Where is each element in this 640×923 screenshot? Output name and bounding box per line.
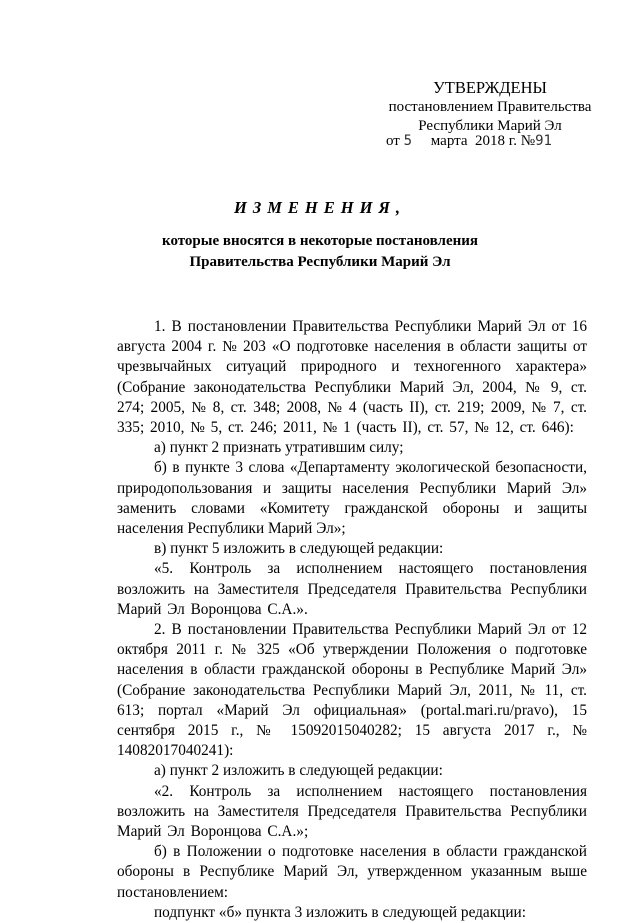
- paragraph-2: 2. В постановлении Правительства Республики Марий Эл от 12 октября 2011 г. № 325 «Об утверждении Положения о подготовке населения в области гражданской обороны в Республике Марий Эл» (Собрание законодательства Республики Марий Эл, 2011, № 11, ст. 613; портал «Марий Эл официальная» (portal.mari.ru/pravo), 15 сентября 2015 г., № 15092015040282; 15 августа 2017 г., № 14082017040241):: [117, 621, 587, 760]
- date-prefix: от: [386, 133, 400, 149]
- paragraph-2a-text: «2. Контроль за исполнением настоящего постановления возложить на Заместителя Председателя Правительства Республики Марий Эл Воронцова С.А.»;: [117, 782, 587, 841]
- paragraph-2b-sub: подпункт «б» пункта 3 изложить в следующей редакции:: [154, 903, 526, 921]
- paragraph-2b: б) в Положении о подготовке населения в области гражданской обороны в Республике Марий Эл, утвержденном указанным выше постановлением:: [117, 843, 587, 901]
- date-month-year: марта 2018 г. №: [430, 133, 536, 149]
- document-body: [117, 317, 587, 923]
- document-title: ИЗМЕНЕНИЯ,: [234, 198, 406, 217]
- approval-date: [386, 132, 552, 151]
- approval-line-1: постановлением Правительства: [388, 99, 592, 115]
- subtitle-line-1: которые вносятся в некоторые постановления: [162, 233, 478, 249]
- document-subtitle: [0, 231, 640, 272]
- paragraph-1: 1. В постановлении Правительства Республики Марий Эл от 16 августа 2004 г. № 203 «О подготовке населения в области защиты от чрезвычайных ситуаций природного и техногенного характера» (Собрание законодательства Республики Марий Эл, 2004, № 9, ст. 274; 2005, № 8, ст. 348; 2008, № 4 (часть II), ст. 219; 2009, № 7, ст. 335; 2010, № 5, ст. 246; 2011, № 1 (часть II), ст. 57, № 12, ст. 646):: [117, 318, 587, 437]
- paragraph-1b: б) в пункте 3 слова «Департаменту экологической безопасности, природопользования и защиты населения Республики Марий Эл» заменить словами «Комитету гражданской обороны и защиты населения Республики Марий Эл»;: [117, 459, 587, 538]
- approval-stamp: [370, 78, 610, 136]
- paragraph-1a: а) пункт 2 признать утратившим силу;: [154, 439, 404, 457]
- approval-line-2: Республики Марий Эл: [418, 118, 562, 134]
- paragraph-1c: в) пункт 5 изложить в следующей редакции:: [154, 540, 444, 558]
- approval-title: УТВЕРЖДЕНЫ: [433, 78, 547, 97]
- document-number: 91: [535, 133, 552, 149]
- subtitle-line-2: Правительства Республики Марий Эл: [189, 253, 451, 270]
- date-day: 5: [403, 133, 413, 149]
- paragraph-1c-text: «5. Контроль за исполнением настоящего постановления возложить на Заместителя Председателя Правительства Республики Марий Эл Воронцова С.А.».: [117, 560, 587, 618]
- paragraph-2a: а) пункт 2 изложить в следующей редакции:: [154, 762, 443, 780]
